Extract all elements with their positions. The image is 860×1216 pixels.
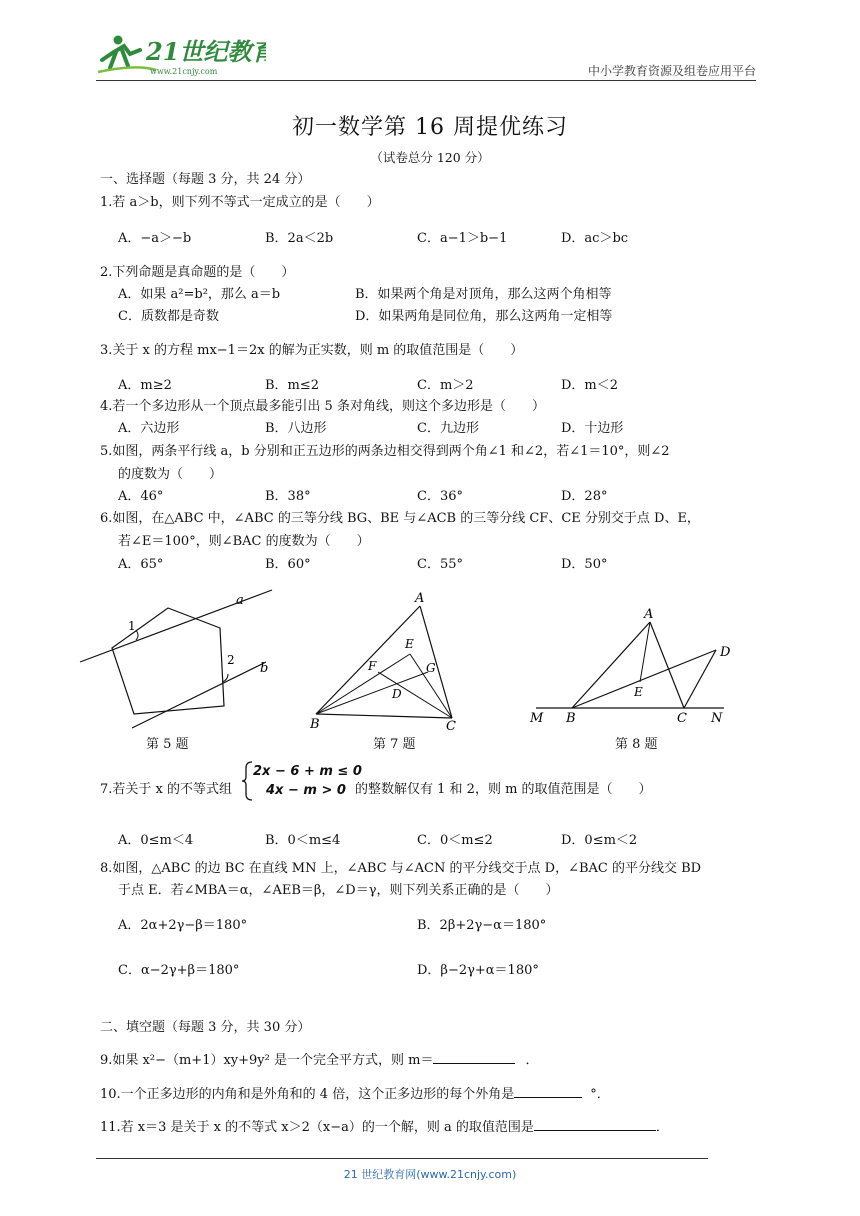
figure-7-triangle [302,588,468,734]
q7-option-a: A．0≤m＜4 [118,833,194,848]
f8-label-D: D [720,645,731,660]
q5-option-b: B．38° [265,489,311,504]
page-subtitle: （试卷总分 120 分） [370,150,490,165]
figure-8-triangle [528,604,740,728]
f7-label-E: E [405,637,414,651]
f8-label-E: E [634,685,643,699]
caption-fig8: 第 8 题 [615,737,658,752]
q3-option-a: A．m≥2 [118,378,172,393]
q11 [100,1116,669,1135]
logo [96,30,266,78]
q4-stem: 4.若一个多边形从一个顶点最多能引出 5 条对角线，则这个多边形是（ ） [100,399,545,414]
q7-stem-post: 的整数解仅有 1 和 2，则 m 的取值范围是（ ） [355,782,652,797]
q10 [100,1083,610,1102]
f5-label-a: a [236,593,244,608]
q8-stem-line2: 于点 E．若∠MBA＝α，∠AEB＝β，∠D＝γ，则下列关系正确的是（ ） [118,883,559,898]
q1-option-a: A．−a＞−b [118,231,192,246]
f7-label-D: D [392,687,402,701]
section-fill-heading: 二、填空题（每题 3 分，共 30 分） [100,1020,311,1035]
logo-url: www.21cnjy.com [150,67,218,76]
logo-text: 21世纪教育 [146,37,266,66]
q7-inequality-system [253,762,362,800]
f7-label-C: C [446,719,456,734]
q6-stem-line1: 6.如图，在△ABC 中，∠ABC 的三等分线 BG、BE 与∠ACB 的三等分线 CF、CE 分别交于点 D、E， [100,511,700,526]
q9 [100,1049,538,1068]
q9-end: ． [525,1053,539,1068]
q2-option-a: A．如果 a²=b²，那么 a＝b [118,287,281,302]
q8-option-d: D．β−2γ+α＝180° [417,963,539,978]
f7-label-B: B [310,717,320,732]
figure-5-pentagon [76,586,286,732]
q6-option-d: D．50° [561,557,608,572]
q11-stem: 11.若 x＝3 是关于 x 的不等式 x＞2（x−a）的一个解，则 a 的取值范围是 [100,1120,534,1135]
q2-stem: 2.下列命题是真命题的是（ ） [100,265,295,280]
f8-label-C: C [677,711,687,726]
system-brace-icon [240,760,254,802]
q6-option-a: A．65° [118,557,164,572]
f5-label-1: 1 [128,619,136,633]
q4-option-a: A．六边形 [118,421,180,436]
q1-option-d: D．ac＞bc [561,231,629,246]
q8-option-a: A．2α+2γ−β＝180° [118,918,248,933]
q1-option-c: C．a−1＞b−1 [417,231,508,246]
f8-label-N: N [711,711,723,726]
f8-label-A: A [644,607,654,622]
header-divider [96,80,756,81]
q3-option-b: B．m≤2 [265,378,320,393]
q3-option-c: C．m＞2 [417,378,474,393]
f5-label-b: b [260,661,269,676]
q7-stem-pre: 7.若关于 x 的不等式组 [100,782,232,797]
q5-option-a: A．46° [118,489,164,504]
q5-option-c: C．36° [417,489,463,504]
q6-option-c: C．55° [417,557,463,572]
q9-stem: 9.如果 x²−（m+1）xy+9y² 是一个完全平方式，则 m＝ [100,1053,434,1068]
q2-option-b: B．如果两个角是对顶角，那么这两个角相等 [355,287,612,302]
q7-inequality-1: 2x − 6 + m ≤ 0 [253,764,362,779]
f7-label-A: A [415,591,425,606]
q11-end: ． [655,1120,669,1135]
f7-label-G: G [426,661,436,675]
q6-stem-line2: 若∠E＝100°，则∠BAC 的度数为（ ） [118,534,370,549]
q10-end: °． [590,1087,610,1102]
page-title: 初一数学第 16 周提优练习 [292,115,568,140]
q2-option-c: C．质数都是奇数 [118,309,219,324]
q3-option-d: D．m＜2 [561,378,619,393]
q6-option-b: B．60° [265,557,311,572]
q8-stem-line1: 8.如图，△ABC 的边 BC 在直线 MN 上，∠ABC 与∠ACN 的平分线交于点 D，∠BAC 的平分线交 BD [100,861,702,876]
q7-option-c: C．0＜m≤2 [417,833,493,848]
caption-fig5: 第 5 题 [146,737,189,752]
q3-stem: 3.关于 x 的方程 mx−1＝2x 的解为正实数，则 m 的取值范围是（ ） [100,343,524,358]
f5-label-2: 2 [227,653,235,667]
caption-fig7: 第 7 题 [373,737,416,752]
q5-option-d: D．28° [561,489,608,504]
q4-option-d: D．十边形 [561,421,624,436]
q7-inequality-2: 4x − m > 0 [266,783,346,798]
footer-divider [96,1158,708,1159]
footer-link[interactable]: 21 世纪教育网(www.21cnjy.com) [343,1168,517,1181]
header-platform-text: 中小学教育资源及组卷应用平台 [587,64,756,78]
q1-stem: 1.若 a＞b，则下列不等式一定成立的是（ ） [100,195,380,210]
q11-answer-blank[interactable] [534,1118,656,1131]
f8-label-M: M [530,711,544,726]
f7-label-F: F [368,659,377,673]
q8-option-b: B．2β+2γ−α＝180° [417,918,547,933]
q2-option-d: D．如果两角是同位角，那么这两角一定相等 [355,309,613,324]
q10-stem: 10.一个正多边形的内角和是外角和的 4 倍，这个正多边形的每个外角是 [100,1087,515,1102]
q7-option-d: D．0≤m＜2 [561,833,638,848]
section-choice-heading: 一、选择题（每题 3 分，共 24 分） [100,172,311,187]
f8-label-B: B [566,711,576,726]
q4-option-c: C．九边形 [417,421,479,436]
q7-option-b: B．0＜m≤4 [265,833,341,848]
q10-answer-blank[interactable] [514,1085,582,1098]
q4-option-b: B．八边形 [265,421,327,436]
q5-stem-line2: 的度数为（ ） [118,467,223,482]
q8-option-c: C．α−2γ+β＝180° [118,963,240,978]
q5-stem-line1: 5.如图，两条平行线 a，b 分别和正五边形的两条边相交得到两个角∠1 和∠2，若∠1＝10°，则∠2 [100,444,670,459]
q1-option-b: B．2a＜2b [265,231,334,246]
q9-answer-blank[interactable] [433,1051,515,1064]
logo-runner-icon [96,30,266,78]
